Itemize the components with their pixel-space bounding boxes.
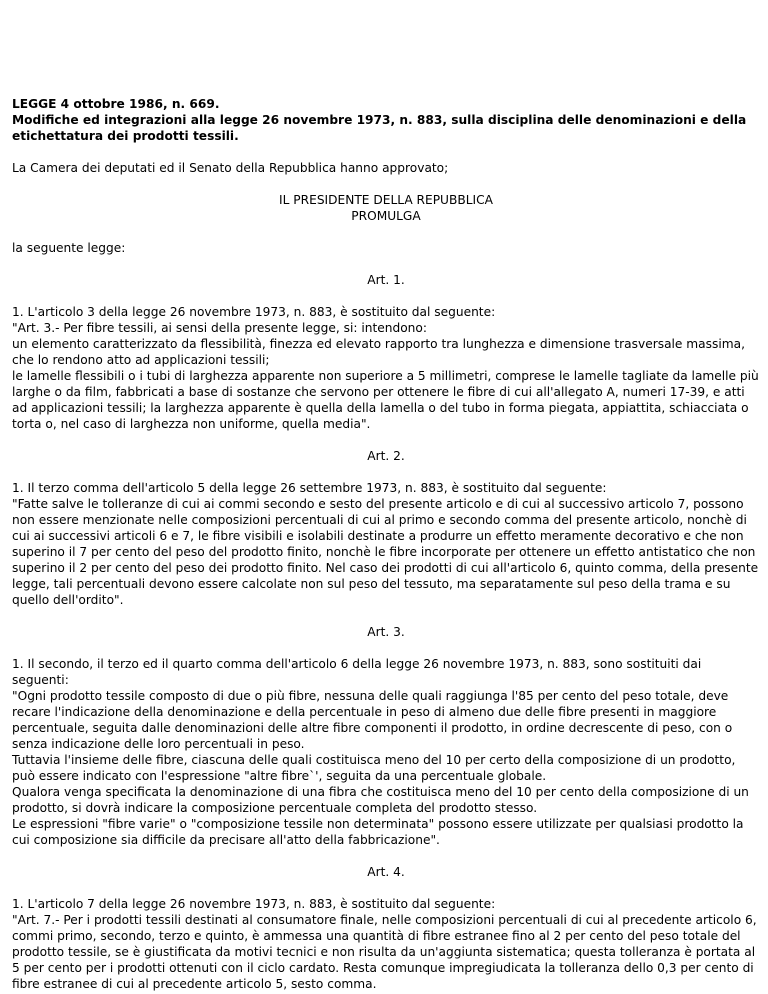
article-4-title: Art. 4. [367, 865, 405, 879]
article-3-line: Tuttavia l'insieme delle fibre, ciascuna delle quali costituisca meno del 10 per certo della composizione di un prodotto, può essere indicato con l'espressione "altre fibre`', seguita da una percentuale globale. [12, 753, 736, 783]
law-subtitle: Modifiche ed integrazioni alla legge 26 novembre 1973, n. 883, sulla disciplina delle denominazioni e della etichettatura dei prodotti tessili. [12, 113, 747, 143]
law-title: LEGGE 4 ottobre 1986, n. 669. [12, 97, 220, 111]
president-heading [12, 192, 760, 224]
article-3-body [12, 656, 760, 848]
article-4-line: "Art. 7.- Per i prodotti tessili destinati al consumatore finale, nelle composizioni percentuali di cui al precedente articolo 6, commi primo, secondo, terzo e quinto, è ammessa una quantità di fibre estranee fino al 2 per cento del peso totale del prodotto tessile, se è giustificata da motivi tecnici e non risulta da un'aggiunta sistematica; questa tolleranza è portata al 5 per cento per i prodotti ottenuti con il ciclo cardato. Resta comunque impregiudicata la tolleranza dello 0,3 per cento di fibre estranee di cui al precedente articolo 5, sesto comma. [12, 913, 757, 991]
article-1-line: le lamelle flessibili o i tubi di larghezza apparente non superiore a 5 millimetri, comprese le lamelle tagliate da lamelle più larghe o da film, fabbricati a base di sostanze che servono per ottenere le fibre di cui all'allegato A, numeri 17-39, e atti ad applicazioni tessili; la larghezza apparente è quella della lamella o del tubo in forma piegata, appiattita, schiacciata o torta o, nel caso di larghezza non uniforme, quella media". [12, 369, 759, 431]
promulga-line: PROMULGA [351, 209, 421, 223]
article-1-line: 1. L'articolo 3 della legge 26 novembre 1973, n. 883, è sostituito dal seguente: [12, 305, 496, 319]
article-3-line: 1. Il secondo, il terzo ed il quarto comma dell'articolo 6 della legge 26 novembre 1973, n. 883, sono sostituiti dai seguenti: [12, 657, 702, 687]
article-2-title: Art. 2. [367, 449, 405, 463]
article-4-line: 1. L'articolo 7 della legge 26 novembre 1973, n. 883, è sostituito dal seguente: [12, 897, 496, 911]
article-2-line: "Fatte salve le tolleranze di cui ai commi secondo e sesto del presente articolo e di cui al successivo articolo 7, possono non essere menzionate nelle composizioni percentuali di cui al primo e secondo comma del presente articolo, nonchè di cui ai successivi articoli 6 e 7, le fibre visibili e isolabili destinate a produrre un effetto meramente decorativo e che non superino il 7 per cento del peso del prodotto finito, nonchè le fibre incorporate per ottenere un effetto antistatico che non superino il 2 per cento del peso dei prodotto finito. Nel caso dei prodotti di cui all'articolo 6, quinto comma, della presente legge, tali percentuali devono essere calcolate non sul peso del tessuto, ma separatamente sul peso della trama e su quello dell'ordito". [12, 497, 759, 607]
article-3-line: "Ogni prodotto tessile composto di due o più fibre, nessuna delle quali raggiunga l'85 per cento del peso totale, deve recare l'indicazione della denominazione e della percentuale in peso di almeno due delle fibre presenti in maggiore percentuale, seguita dalle denominazioni delle altre fibre componenti il prodotto, in ordine decrescente di peso, con o senza indicazione delle loro percentuali in peso. [12, 689, 733, 751]
article-2-body [12, 480, 760, 608]
article-3-line: Qualora venga specificata la denominazione di una fibra che costituisca meno del 10 per cento della composizione di un prodotto, si dovrà indicare la composizione percentuale completa del prodotto stesso. [12, 785, 749, 815]
law-intro: la seguente legge: [12, 241, 126, 255]
president-line: IL PRESIDENTE DELLA REPUBBLICA [279, 193, 493, 207]
document-body [12, 96, 760, 992]
article-1-title: Art. 1. [367, 273, 405, 287]
article-1-body [12, 304, 760, 432]
article-2-line: 1. Il terzo comma dell'articolo 5 della legge 26 settembre 1973, n. 883, è sostituito dal seguente: [12, 481, 607, 495]
article-3-title: Art. 3. [367, 625, 405, 639]
article-4-body [12, 896, 760, 992]
law-header [12, 96, 760, 144]
article-1-line: "Art. 3.- Per fibre tessili, ai sensi della presente legge, si: intendono: [12, 321, 427, 335]
approval-statement: La Camera dei deputati ed il Senato della Repubblica hanno approvato; [12, 161, 449, 175]
article-3-line: Le espressioni "fibre varie" o "composizione tessile non determinata" possono essere utilizzate per qualsiasi prodotto la cui composizione sia difficile da precisare all'atto della fabbricazione". [12, 817, 744, 847]
article-1-line: un elemento caratterizzato da flessibilità, finezza ed elevato rapporto tra lunghezza e dimensione trasversale massima, che lo rendono atto ad applicazioni tessili; [12, 337, 745, 367]
